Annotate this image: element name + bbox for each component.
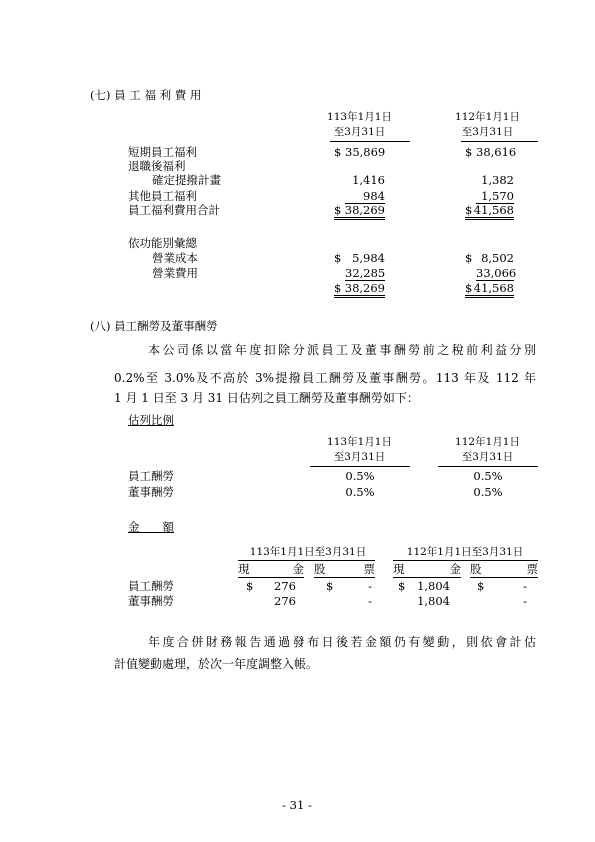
s7-row-label: 營業費用 (152, 266, 198, 280)
s7-value: 33,066 (476, 266, 517, 280)
s7-value: 1,570 (476, 189, 514, 204)
s7-value: 35,869 (345, 145, 386, 159)
amount-cash-rule (393, 577, 461, 578)
ratio-row-label: 員工酬勞 (128, 469, 174, 483)
s7-row-label: 其他員工福利 (128, 189, 197, 203)
amount-row-label: 董事酬勞 (128, 594, 174, 608)
amount-stock-value: - (368, 594, 372, 608)
s7-currency: $ (465, 281, 473, 295)
s7-col1-header-line1: 113年1月1日 (327, 111, 392, 123)
amount-stock-header: 股 票 (470, 562, 538, 576)
s7-col1-header-line2: 至3月31日 (333, 126, 386, 138)
s7-row-label: 退職後福利 (128, 159, 186, 173)
s7-col2-header-rule (461, 141, 538, 142)
amount-period1-rule (238, 560, 375, 561)
s7-value: 41,568 (473, 203, 514, 217)
s7-total-cell (465, 203, 514, 220)
s7-row-label: 確定提撥計畫 (152, 173, 221, 187)
s8-paragraph-line: 本公司係以當年度扣除分派員工及董事酬勞前之稅前利益分別 (148, 343, 536, 357)
ratio-col2-header-line1: 112年1月1日 (455, 436, 520, 448)
amount-cash-value: 276 (274, 594, 296, 608)
ratio-value: 0.5% (473, 469, 503, 483)
ratio-col1-header-rule (310, 466, 410, 467)
s7-currency: $ (465, 145, 473, 159)
page-number: - 31 - (282, 798, 312, 812)
s7-row-label: 依功能別彙總 (128, 236, 197, 250)
s7-total-cell (334, 203, 385, 220)
amount-section-title: 金 額 (128, 520, 174, 534)
amount-cash-value: 276 (274, 579, 296, 593)
s8-paragraph-line: 1 月 1 日至 3 月 31 日估列之員工酬勞及董事酬勞如下： (114, 391, 419, 405)
amount-period2-header: 112年1月1日至3月31日 (406, 546, 524, 558)
amount-stock-rule (314, 577, 375, 578)
s8-paragraph-line: 0.2%至 3.0%及不高於 3%提撥員工酬勞及董事酬勞。113 年及 112 年 (114, 371, 536, 385)
s7-currency: $ (334, 145, 342, 159)
s7-currency: $ (334, 203, 342, 217)
s7-row-label: 營業成本 (152, 251, 198, 265)
amount-cash-rule (238, 577, 304, 578)
amount-stock-value: - (523, 594, 527, 608)
amount-period2-rule (393, 560, 538, 561)
s7-col1-header-rule (330, 141, 410, 142)
s7-row-label: 短期員工福利 (128, 145, 197, 159)
s7-value: 5,984 (352, 251, 385, 265)
s7-row-label: 員工福利費用合計 (128, 203, 220, 217)
amount-stock-header: 股 票 (314, 562, 375, 576)
amount-row-label: 員工酬勞 (128, 579, 174, 593)
amount-cash-header: 現 金 (238, 562, 304, 576)
s7-value: 38,616 (476, 145, 517, 159)
s7-currency: $ (465, 203, 473, 217)
s7-value: 8,502 (481, 251, 514, 265)
s7-currency: $ (465, 251, 473, 265)
section-8-title: (八) 員工酬勞及董事酬勞 (90, 319, 218, 333)
s7-total-cell (465, 281, 514, 298)
s8-closing-line: 計值變動處理，於次一年度調整入帳。 (114, 657, 319, 671)
ratio-col1-header-line2: 至3月31日 (333, 451, 386, 463)
amount-currency: $ (326, 579, 334, 593)
ratio-col2-header-line2: 至3月31日 (461, 451, 514, 463)
ratio-row-label: 董事酬勞 (128, 485, 174, 499)
ratio-col1-header-line1: 113年1月1日 (327, 436, 392, 448)
s7-value: 38,269 (344, 203, 385, 217)
s7-value: 1,382 (481, 173, 514, 187)
ratio-section-title: 估列比例 (128, 413, 174, 427)
s7-value: 41,568 (473, 281, 514, 295)
ratio-value: 0.5% (345, 485, 375, 499)
s7-value: 984 (345, 189, 385, 204)
s7-currency: $ (334, 251, 342, 265)
ratio-value: 0.5% (345, 469, 375, 483)
amount-cash-value: 1,804 (417, 579, 450, 593)
amount-cash-header: 現 金 (393, 562, 461, 576)
amount-cash-value: 1,804 (417, 594, 450, 608)
amount-stock-rule (470, 577, 538, 578)
amount-currency: $ (477, 579, 485, 593)
amount-currency: $ (246, 579, 254, 593)
s7-value: 32,285 (345, 266, 386, 280)
s7-value: 1,416 (352, 173, 385, 187)
amount-currency: $ (398, 579, 406, 593)
ratio-value: 0.5% (473, 485, 503, 499)
s8-closing-line: 年度合併財務報告通過發布日後若金額仍有變動，則依會計估 (148, 635, 536, 649)
amount-stock-value: - (368, 579, 372, 593)
s7-col2-header-line2: 至3月31日 (461, 126, 514, 138)
s7-value: 38,269 (344, 281, 385, 295)
s7-currency: $ (334, 281, 342, 295)
section-7-title: (七) 員 工 福 利 費 用 (90, 88, 202, 102)
amount-period1-header: 113年1月1日至3月31日 (249, 546, 367, 558)
s7-total-cell (334, 281, 385, 298)
s7-col2-header-line1: 112年1月1日 (455, 111, 520, 123)
ratio-col2-header-rule (438, 466, 538, 467)
amount-stock-value: - (523, 579, 527, 593)
